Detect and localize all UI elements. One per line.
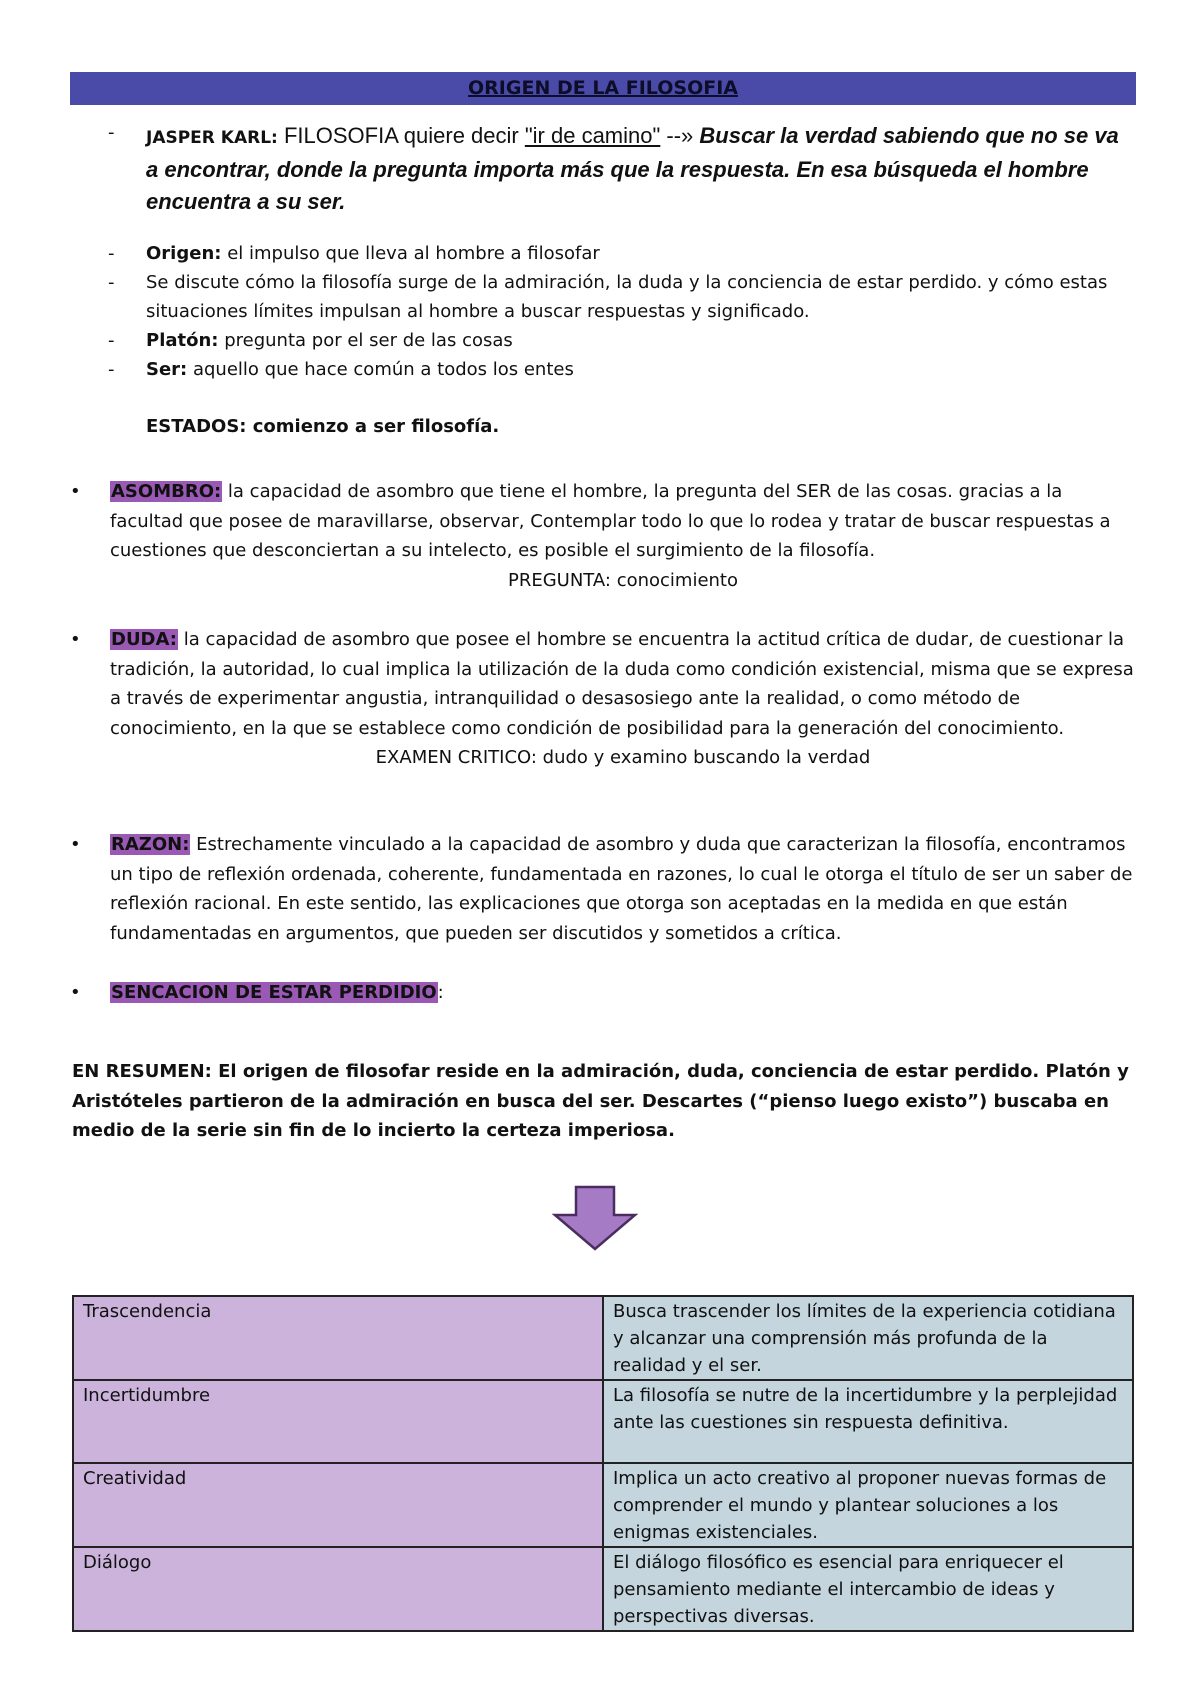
jasper-label: JASPER KARL:: [146, 128, 278, 148]
resumen-paragraph: EN RESUMEN: El origen de filosofar reside en la admiración, duda, conciencia de estar perdido. Platón y Aristóteles partieron de la admiración en busca del ser. Descartes (“pienso luego existo”) buscaba en medio de la serie sin fin de lo incierto la certeza imperiosa.: [72, 1061, 1129, 1141]
bullet-razon: • RAZON: Estrechamente vinculado a la capacidad de asombro y duda que caracterizan la filosofía, encontramos un tipo de reflexión ordenada, coherente, fundamentada en razones, lo cual le otorga el título de ser un saber de reflexión racional. En este sentido, las explicaciones que otorga son aceptadas en la medida en que están fundamentadas en argumentos, que pueden ser discutidos y sometidos a crítica.: [70, 834, 1133, 944]
list-item-platon: - Platón: pregunta por el ser de las cosas: [108, 326, 1128, 355]
duda-label: DUDA:: [111, 629, 177, 650]
bullet-sencacion: • SENCACION DE ESTAR PERDIDIO:: [70, 982, 444, 1003]
jasper-paragraph: - JASPER KARL: FILOSOFIA quiere decir "ir de camino" --» Buscar la verdad sabiendo que no se va a encontrar, donde la pregunta importa más que la respuesta. En esa búsqueda el hombre encuentra a su ser.: [108, 122, 1119, 214]
sencacion-label: SENCACION DE ESTAR PERDIDIO: [111, 982, 437, 1003]
asombro-summary: PREGUNTA: conocimiento: [507, 569, 739, 591]
jasper-arrow: --»: [660, 123, 700, 148]
table-desc: El diálogo filosófico es esencial para enriquecer el pensamiento mediante el intercambio de ideas y perspectivas diversas.: [603, 1547, 1133, 1631]
table-row: [73, 1547, 1133, 1631]
table-term: Diálogo: [73, 1547, 603, 1631]
duda-summary: EXAMEN CRITICO: dudo y examino buscando la verdad: [375, 747, 871, 768]
table-desc: Implica un acto creativo al proponer nuevas formas de comprender el mundo y plantear soluciones a los enigmas existenciales.: [603, 1463, 1133, 1547]
concept-list: [108, 239, 1128, 384]
title-bar: [70, 72, 1136, 105]
down-arrow-icon: [552, 1185, 638, 1251]
jasper-text: FILOSOFIA quiere decir: [277, 123, 525, 148]
table-desc: La filosofía se nutre de la incertidumbre y la perplejidad ante las cuestiones sin respuesta definitiva.: [603, 1380, 1133, 1463]
list-item-origen: - Origen: el impulso que lleva al hombre a filosofar: [108, 239, 1128, 268]
page-title: ORIGEN DE LA FILOSOFIA: [468, 77, 738, 99]
table-term: Incertidumbre: [73, 1380, 603, 1463]
asombro-label: ASOMBRO:: [111, 481, 222, 502]
list-item-discusion: - Se discute cómo la filosofía surge de la admiración, la duda y la conciencia de estar perdido. y cómo estas situaciones límites impulsan al hombre a buscar respuestas y significado.: [108, 268, 1128, 326]
table-row: [73, 1380, 1133, 1463]
table-row: [73, 1463, 1133, 1547]
table-term: Creatividad: [73, 1463, 603, 1547]
razon-label: RAZON:: [111, 834, 190, 855]
bullet-duda: • DUDA: la capacidad de asombro que posee el hombre se encuentra la actitud crítica de dudar, de cuestionar la tradición, la autoridad, lo cual implica la utilización de la duda como condición existencial, misma que se expresa a través de experimentar angustia, intranquilidad o desasosiego ante la realidad, o como método de conocimiento, en la que se establece como condición de posibilidad para la generación del conocimiento. EXAMEN CRITICO: dudo y examino buscando la verdad: [70, 625, 1136, 773]
jasper-definition: Buscar la verdad sabiendo que no se va a encontrar, donde la pregunta importa más que la respuesta. En esa búsqueda el hombre encuentra a su ser.: [146, 123, 1119, 214]
estados-heading: ESTADOS: comienzo a ser filosofía.: [146, 416, 500, 437]
table-desc: Busca trascender los límites de la experiencia cotidiana y alcanzar una comprensión más profunda de la realidad y el ser.: [603, 1296, 1133, 1380]
bullet-asombro: • ASOMBRO: la capacidad de asombro que tiene el hombre, la pregunta del SER de las cosas. gracias a la facultad que posee de maravillarse, observar, Contemplar todo lo que lo rodea y tratar de buscar respuestas a cuestiones que desconciertan a su intelecto, es posible el surgimiento de la filosofía. PREGUNTA: conocimiento: [70, 477, 1136, 595]
table-term: Trascendencia: [73, 1296, 603, 1380]
jasper-quote: "ir de camino": [524, 123, 661, 148]
characteristics-table: [72, 1295, 1134, 1632]
table-row: [73, 1296, 1133, 1380]
list-item-ser: - Ser: aquello que hace común a todos los entes: [108, 355, 1128, 384]
